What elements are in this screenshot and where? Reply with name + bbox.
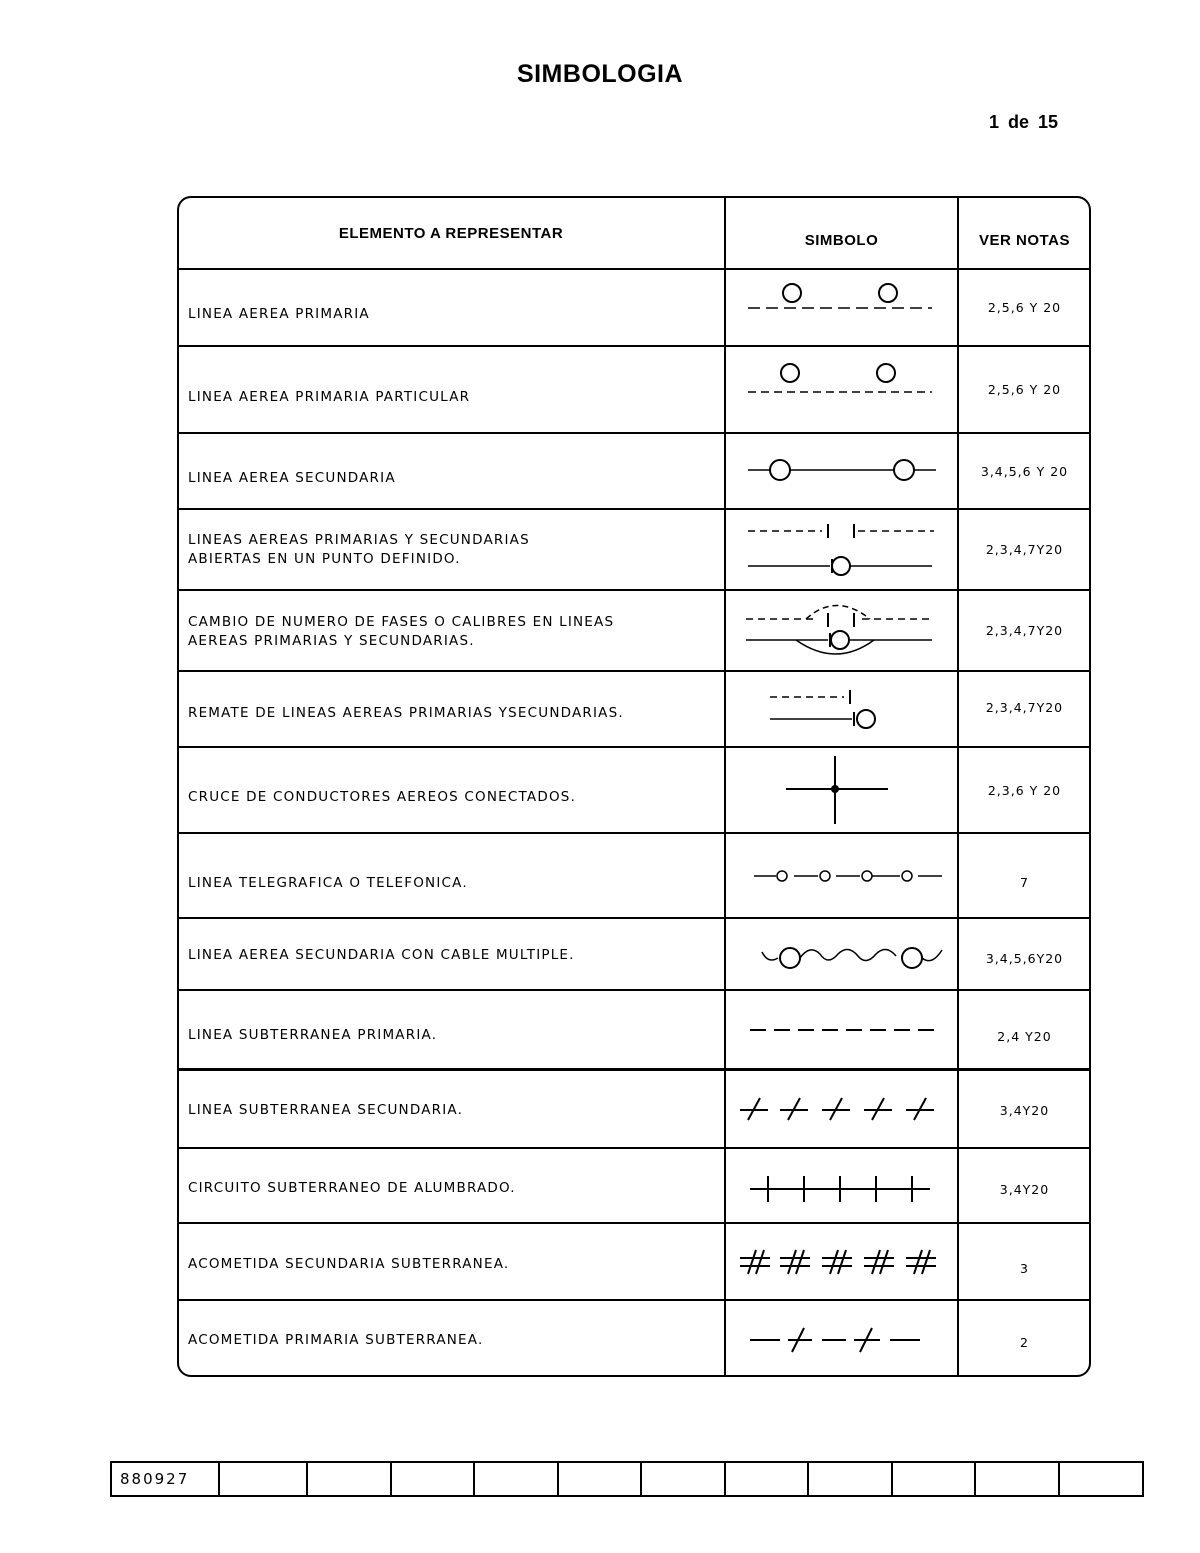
revision-code: 880927 bbox=[112, 1463, 220, 1495]
row-divider bbox=[178, 1222, 1090, 1224]
row-divider bbox=[178, 1147, 1090, 1149]
revision-cell bbox=[1060, 1463, 1142, 1495]
element-line: ABIERTAS EN UN PUNTO DEFINIDO. bbox=[188, 551, 461, 567]
row-divider bbox=[178, 989, 1090, 991]
table-row-element: LINEA AEREA PRIMARIA PARTICULAR bbox=[188, 388, 471, 405]
slashed-line-icon bbox=[736, 1092, 940, 1128]
revision-cell bbox=[559, 1463, 642, 1495]
revision-strip bbox=[110, 1461, 1144, 1497]
connected-crossing-icon bbox=[780, 754, 896, 826]
element-line: LINEAS AEREAS PRIMARIAS Y SECUNDARIAS bbox=[188, 532, 530, 548]
row-divider bbox=[178, 1299, 1090, 1301]
column-divider bbox=[724, 197, 726, 1376]
revision-cell bbox=[976, 1463, 1060, 1495]
dashed-line-with-circles-above-icon bbox=[740, 278, 940, 318]
row-divider bbox=[178, 345, 1090, 347]
table-row-element bbox=[178, 530, 718, 570]
row-divider bbox=[178, 832, 1090, 834]
table-row-notes: 2,3,4,7Y20 bbox=[985, 542, 1064, 557]
table-row-element: LINEA SUBTERRANEA PRIMARIA. bbox=[188, 1026, 438, 1043]
revision-cell bbox=[809, 1463, 893, 1495]
table-row-notes: 3 bbox=[1020, 1260, 1029, 1276]
element-line: CAMBIO DE NUMERO DE FASES O CALIBRES EN LINEAS bbox=[188, 614, 615, 630]
revision-cell bbox=[392, 1463, 475, 1495]
open-lines-icon bbox=[740, 518, 940, 580]
row-divider bbox=[178, 1068, 1090, 1071]
table-row-notes: 2,3,4,7Y20 bbox=[985, 699, 1064, 715]
table-row-element: ACOMETIDA PRIMARIA SUBTERRANEA. bbox=[188, 1331, 484, 1348]
row-divider bbox=[178, 508, 1090, 510]
table-row-notes: 2,3,4,7Y20 bbox=[985, 623, 1064, 638]
table-row-notes: 2,5,6 Y 20 bbox=[987, 300, 1062, 315]
double-slash-line-icon bbox=[736, 1244, 942, 1280]
revision-cell bbox=[642, 1463, 726, 1495]
revision-cell bbox=[308, 1463, 392, 1495]
table-row-notes: 2,4 Y20 bbox=[997, 1028, 1052, 1044]
table-row-element: CRUCE DE CONDUCTORES AEREOS CONECTADOS. bbox=[188, 788, 577, 805]
long-dash-line-icon bbox=[746, 1020, 940, 1040]
dash-slash-line-icon bbox=[746, 1322, 926, 1358]
plus-line-icon bbox=[744, 1172, 936, 1206]
table-row-element: LINEA AEREA SECUNDARIA CON CABLE MULTIPLE. bbox=[188, 946, 575, 963]
table-row-notes: 2 bbox=[1020, 1334, 1029, 1350]
page-number: 1 de 15 bbox=[988, 112, 1058, 132]
phase-change-icon bbox=[740, 598, 940, 660]
table-row-element: LINEA AEREA SECUNDARIA bbox=[188, 469, 396, 486]
row-divider bbox=[178, 746, 1090, 748]
table-row-element bbox=[178, 612, 718, 652]
table-row-notes: 2,5,6 Y 20 bbox=[987, 382, 1062, 397]
wavy-line-with-circles-icon bbox=[756, 938, 950, 978]
table-row-element: REMATE DE LINEAS AEREAS PRIMARIAS YSECUNDARIAS. bbox=[188, 704, 624, 721]
row-divider bbox=[178, 432, 1090, 434]
revision-cell bbox=[220, 1463, 308, 1495]
table-row-element: LINEA SUBTERRANEA SECUNDARIA. bbox=[188, 1101, 464, 1118]
table-row-element: LINEA TELEGRAFICA O TELEFONICA. bbox=[188, 874, 468, 891]
table-row-notes: 3,4Y20 bbox=[999, 1102, 1050, 1118]
table-row-element: CIRCUITO SUBTERRANEO DE ALUMBRADO. bbox=[188, 1179, 516, 1196]
table-row-notes: 7 bbox=[1020, 874, 1029, 890]
table-row-element: ACOMETIDA SECUNDARIA SUBTERRANEA. bbox=[188, 1255, 510, 1272]
header-symbol: SIMBOLO bbox=[804, 231, 879, 249]
header-notes: VER NOTAS bbox=[979, 231, 1070, 249]
revision-cell bbox=[726, 1463, 809, 1495]
row-divider bbox=[178, 589, 1090, 591]
row-divider bbox=[178, 917, 1090, 919]
telephone-line-icon bbox=[750, 864, 946, 888]
row-divider bbox=[178, 670, 1090, 672]
header-element: ELEMENTO A REPRESENTAR bbox=[338, 224, 564, 242]
table-row-notes: 3,4,5,6Y20 bbox=[985, 950, 1064, 966]
table-row-notes: 2,3,6 Y 20 bbox=[987, 782, 1062, 798]
table-row-notes: 3,4Y20 bbox=[999, 1181, 1050, 1197]
table-row-notes: 3,4,5,6 Y 20 bbox=[980, 463, 1069, 479]
line-termination-icon bbox=[760, 684, 900, 734]
revision-cell bbox=[475, 1463, 559, 1495]
row-divider bbox=[178, 268, 1090, 270]
table-row-element: LINEA AEREA PRIMARIA bbox=[188, 305, 370, 322]
page-title: SIMBOLOGIA bbox=[516, 60, 684, 88]
revision-cell bbox=[893, 1463, 976, 1495]
solid-line-with-circles-icon bbox=[740, 455, 940, 485]
element-line: AEREAS PRIMARIAS Y SECUNDARIAS. bbox=[188, 633, 475, 649]
dense-dashed-line-with-circles-above-icon bbox=[740, 358, 940, 398]
